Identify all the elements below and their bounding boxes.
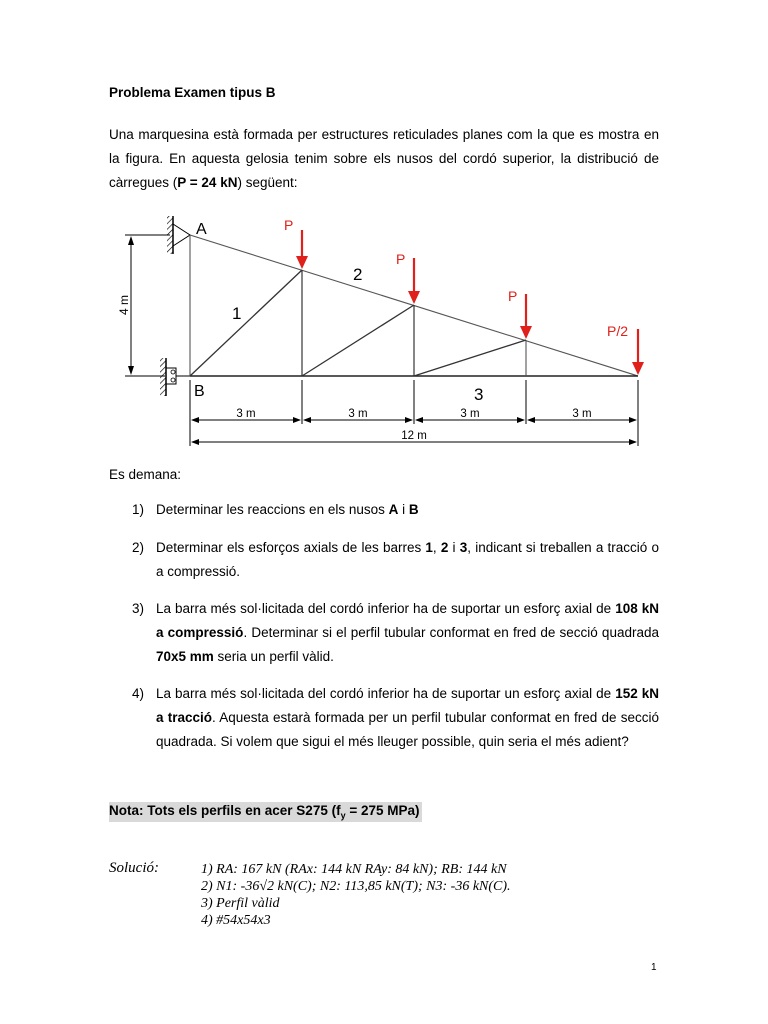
question-1 — [109, 498, 659, 522]
question-text: Determinar les reaccions en els nusos — [156, 502, 389, 517]
question-bold: 1 — [425, 540, 433, 555]
span-dim-2: 3 m — [348, 408, 368, 420]
load-label-1: P — [284, 217, 294, 233]
question-bold: A — [388, 502, 399, 517]
span-dim-3: 3 m — [460, 408, 480, 420]
question-2 — [109, 536, 659, 584]
note-highlight — [109, 802, 422, 822]
intro-load-value: P = 24 kN — [177, 175, 238, 190]
support-a — [167, 216, 190, 254]
truss-members — [190, 235, 638, 376]
question-bold: 3 — [459, 540, 468, 555]
bar-2-label: 2 — [353, 265, 363, 284]
node-b-label: B — [194, 383, 205, 400]
note-subscript: y — [340, 810, 346, 821]
solution-line-3: 3) Perfil vàlid — [201, 896, 280, 911]
load-label-2: P — [396, 251, 406, 267]
question-4 — [109, 682, 659, 754]
question-text: , — [432, 540, 441, 555]
bar-3-label: 3 — [474, 385, 484, 404]
question-3 — [109, 597, 659, 669]
question-text: Determinar els esforços axials de les barres — [156, 540, 426, 555]
solution-line-2: 2) N1: -36√2 kN(C); N2: 113,85 kN(T); N3: -36 kN(C). — [201, 879, 511, 894]
span-dim-1: 3 m — [236, 408, 256, 420]
note-text: Nota: Tots els perfils en acer S275 (f — [109, 803, 341, 818]
height-dimension — [125, 235, 170, 376]
total-dim: 12 m — [401, 430, 427, 442]
question-text: La barra més sol·licitada del cordó inferior ha de suportar un esforç axial de — [156, 686, 616, 701]
span-dim-4: 3 m — [572, 408, 592, 420]
page-title: Problema Examen tipus B — [109, 85, 276, 100]
support-b — [160, 358, 190, 396]
load-label-3: P — [508, 288, 518, 304]
question-bold: 70x5 mm — [156, 649, 214, 664]
question-number: 3) — [132, 601, 145, 616]
height-dim-label: 4 m — [117, 294, 131, 316]
question-list — [109, 498, 659, 754]
question-text: , indicant si treballen a tracció o a compressió. — [156, 540, 659, 579]
es-demana-heading: Es demana: — [109, 467, 182, 482]
question-text: i — [448, 540, 460, 555]
load-arrows — [296, 230, 644, 375]
question-text: La barra més sol·licitada del cordó inferior ha de suportar un esforç axial de — [156, 601, 616, 616]
question-text: . Determinar si el perfil tubular conformat en fred de secció quadrada — [243, 625, 659, 640]
intro-text-2: ) següent: — [237, 175, 298, 190]
node-a-label: A — [196, 221, 207, 238]
bar-1-label: 1 — [232, 304, 242, 323]
question-text: . Aquesta estarà formada per un perfil tubular conformat en fred de secció quadrada. Si volem que sigui el més lleuger possible, quin seria el més adient? — [156, 710, 660, 749]
question-bold: 2 — [440, 540, 449, 555]
question-number: 4) — [132, 686, 145, 701]
solution-label: Solució: — [109, 860, 159, 876]
question-number: 2) — [132, 540, 145, 555]
question-text: i — [398, 502, 409, 517]
solution-line-4: 4) #54x54x3 — [201, 913, 271, 928]
question-number: 1) — [132, 502, 145, 517]
truss-figure — [0, 0, 768, 460]
solution-list — [201, 861, 511, 929]
note-text-end: = 275 MPa) — [345, 803, 420, 818]
page-number: 1 — [651, 962, 657, 973]
solution-line-1: 1) RA: 167 kN (RAx: 144 kN RAy: 84 kN); RB: 144 kN — [201, 862, 507, 877]
load-label-4: P/2 — [607, 323, 629, 339]
question-bold: B — [408, 502, 419, 517]
intro-text-1: Una marquesina està formada per estructures reticulades planes com la que es mostra en la figura. En aquesta gelosia tenim sobre els nusos del cordó superior, la distribució de càrregues ( — [109, 127, 659, 190]
question-bold: 108 kN a compressió — [156, 601, 659, 640]
question-bold: 152 kN a tracció — [156, 686, 659, 725]
question-text: seria un perfil vàlid. — [213, 649, 334, 664]
